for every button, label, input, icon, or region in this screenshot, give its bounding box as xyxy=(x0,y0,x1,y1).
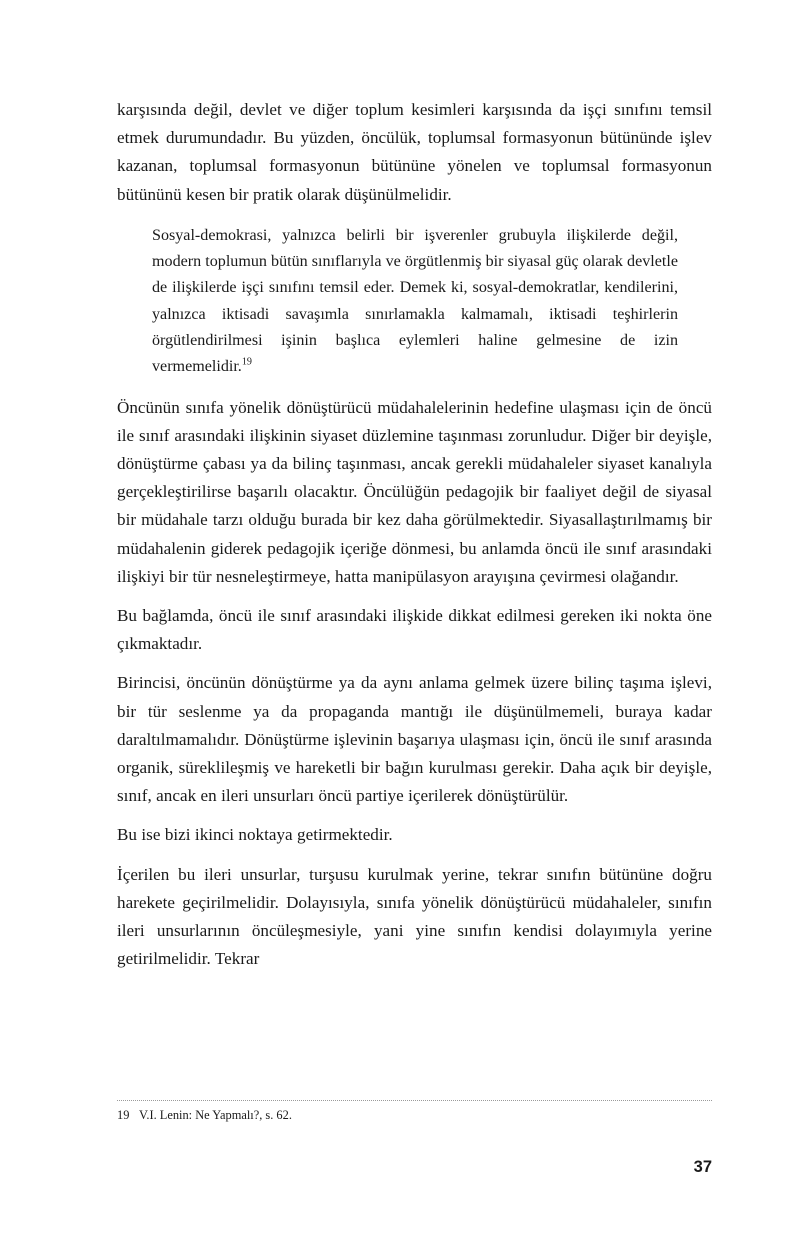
footnote-separator-rule xyxy=(117,1100,712,1101)
footnote-area xyxy=(117,1100,712,1124)
footnote-text: V.I. Lenin: Ne Yapmalı?, s. 62. xyxy=(139,1108,292,1122)
page-number: 37 xyxy=(693,1158,712,1176)
block-quotation xyxy=(152,223,678,381)
footnote-number: 19 xyxy=(117,1108,130,1122)
quotation-text xyxy=(152,223,678,381)
footnote-entry xyxy=(117,1107,712,1124)
paragraph-4: Birincisi, öncünün dönüştürme ya da aynı anlama gelmek üzere bilinç taşıma işlevi, bir tür seslenme ya da propaganda mantığı ile düşünülmemeli, buraya kadar daraltılmamalıdır. Dönüştürme işlevinin başarıya ulaşması için, öncü ile sınıf arasında organik, süreklileşmiş ve hareketli bir bağın kurulması gerekir. Daha açık bir deyişle, sınıf, ancak en ileri unsurları öncü partiye içerilerek dönüştürülür. xyxy=(117,673,712,806)
footnote-reference-19[interactable]: 19 xyxy=(241,356,252,368)
paragraph-3: Bu bağlamda, öncü ile sınıf arasındaki ilişkide dikkat edilmesi gereken iki nokta öne çıkmaktadır. xyxy=(117,606,712,654)
quotation-body: Sosyal-demokrasi, yalnızca belirli bir işverenler grubuyla ilişkilerde değil, modern toplumun bütün sınıflarıyla ve örgütlenmiş bir siyasal güç olarak devletle de ilişkilerde işçi sınıfını temsil eder. Demek ki, sosyal-demokratlar, kendilerini, yalnızca iktisadi savaşımla sınırlamakla kalmamalı, iktisadi teşhirlerin örgütlendirilmesi işinin başlıca eylemleri haline gelmesine de izin vermemelidir. xyxy=(152,226,678,376)
paragraph-2: Öncünün sınıfa yönelik dönüştürücü müdahalelerinin hedefine ulaşması için de öncü ile sınıf arasındaki ilişkinin siyaset düzlemine taşınması zorunludur. Diğer bir deyişle, dönüştürme çabası ya da bilinç taşınması, ancak gerekli müdahaleler siyaset kanalıyla gerçekleştirilirse başarılı olacaktır. Öncülüğün pedagojik bir faaliyet değil de siyasal bir müdahale tarzı olduğu burada bir kez daha görülmektedir. Siyasallaştırılmamış bir müdahalenin giderek pedagojik içeriğe dönmesi, bu anlamda öncü ile sınıf arasındaki ilişkiyi bir tür nesneleştirmeye, hatta manipülasyon arayışına çevirmesi olağandır. xyxy=(117,397,712,586)
paragraph-5: Bu ise bizi ikinci noktaya getirmektedir. xyxy=(117,825,393,845)
text-column xyxy=(117,96,712,973)
paragraph-continued: karşısında değil, devlet ve diğer toplum kesimleri karşısında da işçi sınıfını temsil etmek durumundadır. Bu yüzden, öncülük, toplumsal formasyonun bütününde işlev kazanan, toplumsal formasyonun bütününe yönelen ve toplumsal formasyonun bütününü kesen bir pratik olarak düşünülmelidir. xyxy=(117,100,712,204)
paragraph-6: İçerilen bu ileri unsurlar, turşusu kurulmak yerine, tekrar sınıfın bütününe doğru harekete geçirilmelidir. Dolayısıyla, sınıfa yönelik dönüştürücü müdahaleler, sınıfın ileri unsurlarının öncüleşmesiyle, yani yine sınıfın kendisi dolayımıyla yerine getirilmelidir. Tekrar xyxy=(117,864,712,969)
